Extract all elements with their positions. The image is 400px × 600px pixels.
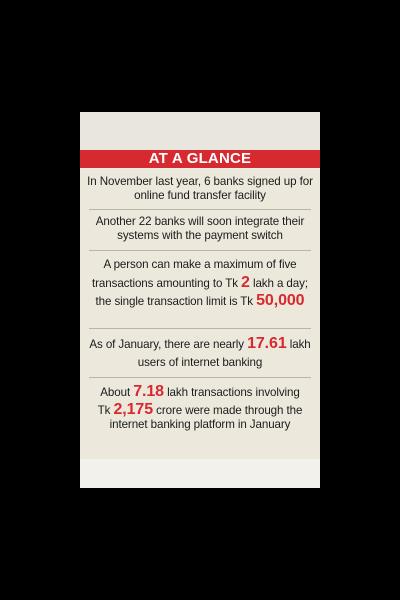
fact-line: users of internet banking [137,356,263,369]
header-title: AT A GLANCE [80,150,320,168]
fact-line: systems with the payment switch [117,229,283,242]
card-bottom-band [80,459,320,488]
highlight-number: 2,175 [113,401,154,418]
fact-item [80,175,320,203]
fact-item [80,215,320,243]
fact-line: Another 22 banks will soon integrate their [95,215,305,228]
highlight-number: 17.61 [247,335,287,352]
highlight-number: 7.18 [133,383,164,400]
fact-line [80,294,320,309]
fact-item [80,258,320,309]
fact-item [80,385,320,432]
fact-text: lakh a day; [249,277,308,290]
at-a-glance-card [80,112,320,488]
fact-line [80,403,320,418]
fact-line: A person can make a maximum of five [103,258,297,271]
fact-text: the single transaction limit is Tk [95,295,257,308]
fact-line [80,385,320,400]
fact-line: internet banking platform in January [109,418,291,431]
highlight-number: 50,000 [256,292,305,309]
divider [89,209,311,210]
divider [89,377,311,378]
fact-line: online fund transfer facility [134,189,266,202]
fact-text: lakh transactions involving [163,386,300,399]
fact-text: Tk [97,404,114,417]
fact-text: lakh [286,338,311,351]
fact-text: crore were made through the [153,404,303,417]
fact-line [80,276,320,291]
divider [89,250,311,251]
fact-item [80,337,320,370]
fact-text: As of January, there are nearly [89,338,248,351]
fact-line [80,337,320,352]
fact-text: transactions amounting to Tk [92,277,242,290]
card-top-band [80,112,320,150]
highlight-number: 2 [241,274,250,291]
fact-text: About [100,386,134,399]
fact-line: In November last year, 6 banks signed up for [87,175,313,188]
divider [89,328,311,329]
